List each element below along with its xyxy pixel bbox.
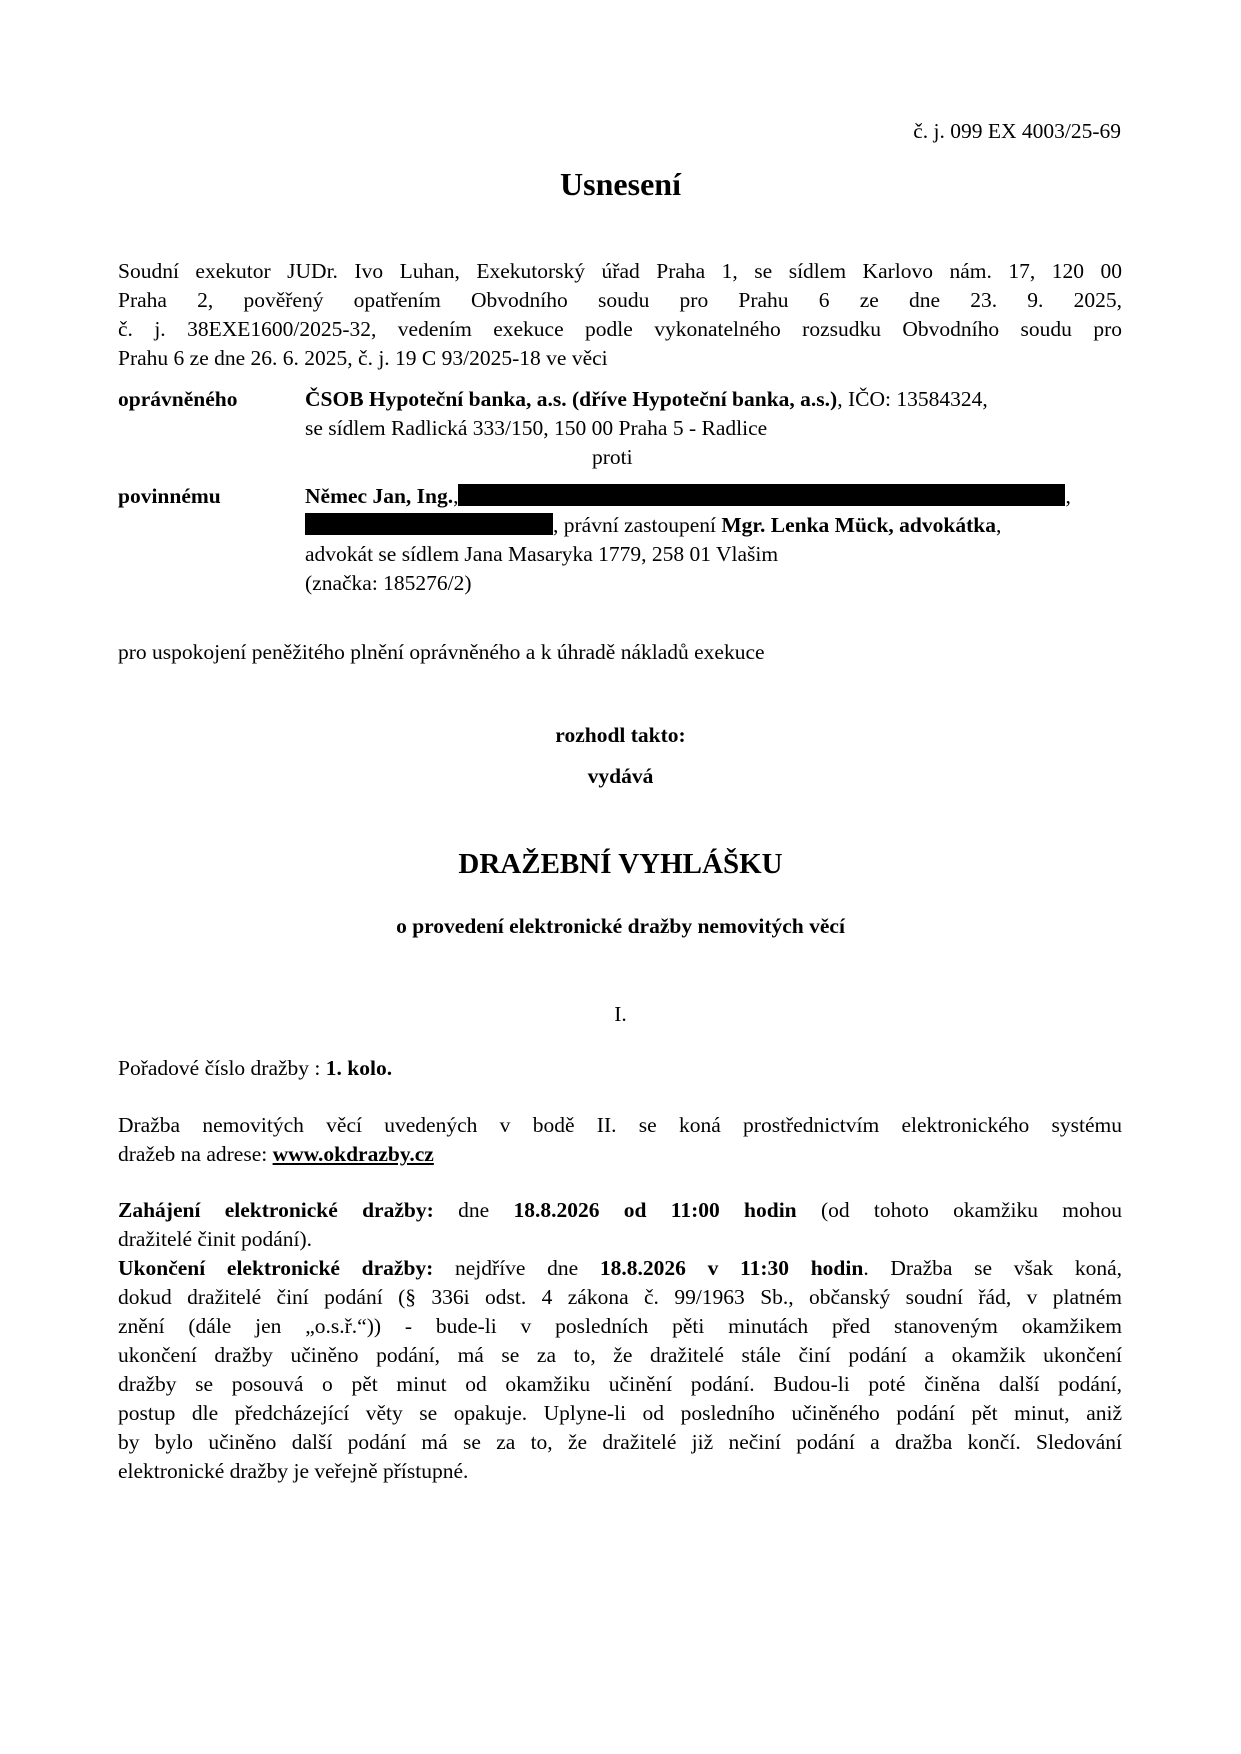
debtor-label: povinnému	[118, 484, 221, 508]
start-suffix: (od tohoto okamžiku mohou	[820, 1198, 1122, 1222]
end-body-line: postup dle předcházející věty se opakuje. Uplyne-li od posledního učiněného podání pět minut, aniž	[118, 1401, 1122, 1425]
intro-line: Praha 2, pověřený opatřením Obvodního soudu pro Prahu 6 ze dne 23. 9. 2025,	[118, 288, 1122, 312]
end-line	[118, 1254, 1122, 1283]
decided-text: rozhodl takto:	[555, 723, 686, 747]
venue-line-2	[118, 1140, 1122, 1169]
auction-order-line	[118, 1054, 392, 1083]
start-value: 18.8.2026 od 11:00 hodin	[513, 1198, 797, 1222]
start-line-2: dražitelé činit podání).	[118, 1227, 313, 1251]
debtor-name: Němec Jan, Ing.	[305, 484, 454, 508]
debtor-rep-comma: ,	[995, 513, 1002, 537]
auction-notice-subtitle	[0, 912, 1241, 941]
creditor-address: se sídlem Radlická 333/150, 150 00 Praha 5 - Radlice	[305, 416, 768, 440]
document-title-text: Usnesení	[560, 166, 681, 202]
auction-notice-title-text: DRAŽEBNÍ VYHLÁŠKU	[458, 848, 783, 880]
start-label: Zahájení elektronické dražby:	[118, 1198, 434, 1222]
auction-notice-subtitle-text: o provedení elektronické dražby nemovitých věcí	[396, 914, 845, 938]
end-body-line: znění (dále jen „o.s.ř.“)) - bude-li v posledních pěti minutách před stanoveným okamžikem	[118, 1314, 1122, 1338]
debtor-rep-mark: (značka: 185276/2)	[305, 571, 472, 595]
end-body-line: ukončení dražby učiněno podání, má se za to, že dražitelé stále činí podání a okamžik ukončení	[118, 1343, 1122, 1367]
debtor-rep-address: advokát se sídlem Jana Masaryka 1779, 258 01 Vlašim	[305, 542, 779, 566]
decided-heading	[0, 721, 1241, 750]
section-numeral	[0, 1000, 1241, 1029]
issues-text: vydává	[587, 764, 654, 788]
start-dne: dne	[458, 1198, 490, 1222]
creditor-label: oprávněného	[118, 387, 238, 411]
case-number: č. j. 099 EX 4003/25-69	[913, 119, 1121, 143]
debtor-rep-prefix: , právní zastoupení	[553, 513, 716, 537]
debtor-comma: ,	[453, 484, 459, 508]
versus-text: proti	[592, 445, 633, 469]
auction-notice-title	[0, 846, 1241, 882]
debtor-name-line	[305, 482, 1071, 511]
intro-line: Prahu 6 ze dne 26. 6. 2025, č. j. 19 C 93/2025-18 ve věci	[118, 346, 608, 370]
intro-line: č. j. 38EXE1600/2025-32, vedením exekuce podle vykonatelného rozsudku Obvodního soudu pro	[118, 317, 1122, 341]
auction-venue-paragraph	[118, 1111, 1122, 1169]
auction-start-paragraph	[118, 1196, 1122, 1486]
venue-line-prefix: dražeb na adrese:	[118, 1142, 268, 1166]
issues-heading	[0, 762, 1241, 791]
end-body-line: elektronické dražby je veřejně přístupné.	[118, 1459, 469, 1483]
end-dne: nejdříve dne	[455, 1256, 579, 1280]
auction-order-value: 1. kolo.	[325, 1056, 393, 1080]
creditor-ico: , IČO: 13584324,	[837, 387, 988, 411]
creditor-name-line	[305, 385, 988, 414]
end-body-line: dokud dražitelé činí podání (§ 336i odst. 4 zákona č. 99/1963 Sb., občanský soudní řád, v platném	[118, 1285, 1122, 1309]
end-body-line: by bylo učiněno další podání má se za to, že dražitelé již nečiní podání a dražba končí. Sledování	[118, 1430, 1122, 1454]
debtor-rep-name: Mgr. Lenka Mück, advokátka	[721, 513, 996, 537]
venue-line: Dražba nemovitých věcí uvedených v bodě II. se koná prostřednictvím elektronického systému	[118, 1113, 1122, 1137]
debtor-rep-line	[305, 511, 1001, 540]
redaction-bar	[458, 484, 1065, 506]
purpose-text: pro uspokojení peněžitého plnění oprávněného a k úhradě nákladů exekuce	[118, 640, 765, 664]
document-title	[0, 164, 1241, 204]
end-value: 18.8.2026 v 11:30 hodin	[599, 1256, 864, 1280]
debtor-comma-end: ,	[1065, 484, 1071, 508]
end-body-line: dražby se posouvá o pět minut od okamžiku učinění podání. Budou-li poté činěna další podání,	[118, 1372, 1122, 1396]
end-label: Ukončení elektronické dražby:	[118, 1256, 434, 1280]
intro-paragraph	[118, 257, 1122, 373]
redaction-bar	[305, 513, 553, 535]
end-suffix: . Dražba se však koná,	[863, 1256, 1123, 1280]
intro-line: Soudní exekutor JUDr. Ivo Luhan, Exekutorský úřad Praha 1, se sídlem Karlovo nám. 17, 120 00	[118, 259, 1122, 283]
section-numeral-text: I.	[614, 1002, 627, 1026]
auction-order-label: Pořadové číslo dražby :	[118, 1056, 321, 1080]
start-line	[118, 1196, 1122, 1225]
auction-url-link[interactable]: www.okdrazby.cz	[272, 1142, 434, 1166]
creditor-name: ČSOB Hypoteční banka, a.s. (dříve Hypoteční banka, a.s.)	[305, 387, 838, 411]
